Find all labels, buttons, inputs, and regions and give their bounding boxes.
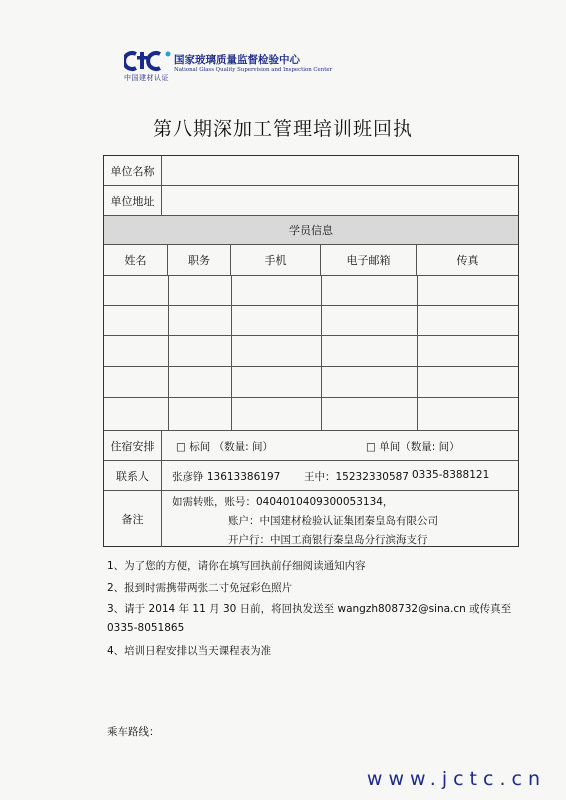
lodging-standard-room-option[interactable]: □ 标间 （数量: 间） — [176, 441, 273, 453]
column-header-email: 电子邮箱 — [321, 245, 417, 275]
note-1: 1、为了您的方便，请你在填写回执前仔细阅读通知内容 — [107, 560, 366, 572]
student-info-header-row — [104, 216, 518, 245]
contact-row — [104, 461, 518, 491]
center-logo — [124, 50, 354, 82]
ctc-logo-icon — [124, 50, 172, 72]
remark-row — [104, 491, 518, 547]
lodging-row — [104, 431, 518, 461]
column-header-name: 姓名 — [104, 245, 168, 275]
contact-label: 联系人 — [104, 461, 162, 490]
table-row[interactable] — [104, 336, 518, 367]
unit-name-label: 单位名称 — [104, 156, 162, 185]
column-header-mobile: 手机 — [231, 245, 321, 275]
table-row[interactable] — [104, 398, 518, 431]
remark-account-name: 账户：中国建材检验认证集团秦皇岛有限公司 — [228, 515, 438, 527]
contact-phone: 0335-8388121 — [412, 469, 490, 481]
center-name: 国家玻璃质量监督检验中心 — [174, 54, 300, 66]
remark-account-number: 如需转账，账号：0404010409300053134， — [172, 496, 394, 508]
registration-form-table — [103, 155, 519, 547]
table-row[interactable] — [104, 367, 518, 398]
unit-address-field[interactable] — [162, 186, 518, 215]
student-columns-row — [104, 245, 518, 276]
lodging-single-room-option[interactable]: □ 单间（数量: 间） — [366, 441, 460, 453]
unit-name-row — [104, 156, 518, 186]
table-row[interactable] — [104, 306, 518, 336]
route-label: 乘车路线： — [107, 726, 160, 738]
note-2: 2、报到时需携带两张二寸免冠彩色照片 — [107, 582, 293, 594]
website-watermark: www.jctc.cn — [366, 768, 546, 790]
note-3-fax: 0335-8051865 — [107, 622, 185, 634]
table-row[interactable] — [104, 276, 518, 306]
column-header-fax: 传真 — [456, 254, 479, 267]
center-name-en: National Glass Quality Supervision and Inspection Center — [174, 67, 333, 73]
unit-address-row — [104, 186, 518, 216]
contact-person-1: 张彦铮 13613386197 — [172, 471, 281, 483]
unit-name-field[interactable] — [162, 156, 518, 185]
unit-address-label: 单位地址 — [104, 186, 162, 215]
lodging-label: 住宿安排 — [104, 431, 162, 460]
note-3: 3、请于 2014 年 11 月 30 日前，将回执发送至 wangzh808732@sina.cn 或传真至 — [107, 603, 512, 615]
note-4: 4、培训日程安排以当天课程表为准 — [107, 645, 272, 657]
student-info-header: 学员信息 — [289, 224, 333, 237]
column-header-position: 职务 — [168, 245, 231, 275]
logo-cn-small: 中国建材认证 — [124, 74, 169, 82]
remark-bank: 开户行：中国工商银行秦皇岛分行滨海支行 — [228, 534, 428, 546]
page-title: 第八期深加工管理培训班回执 — [152, 118, 413, 140]
contact-person-2: 王中：15232330587 — [304, 471, 409, 483]
remark-label: 备注 — [104, 491, 162, 547]
